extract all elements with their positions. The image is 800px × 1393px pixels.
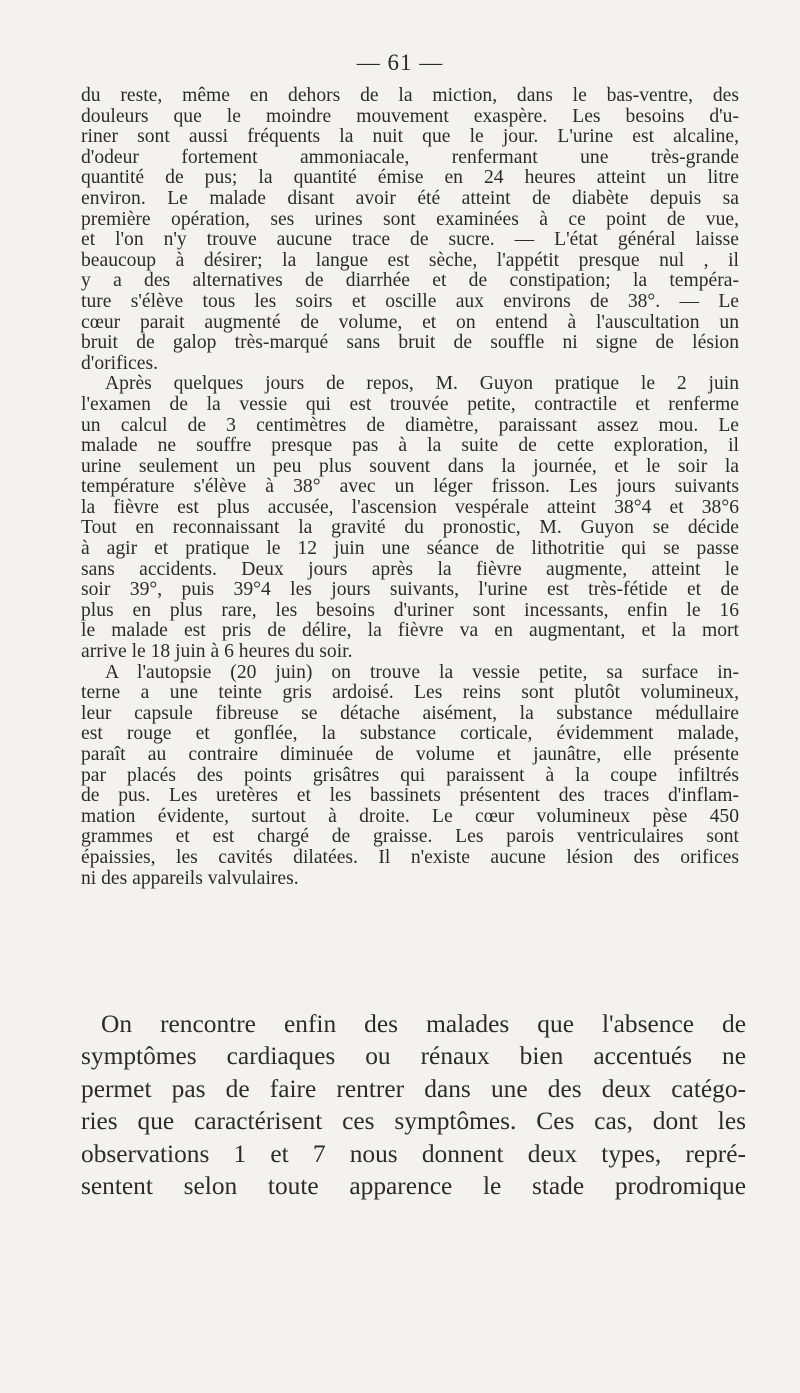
text-line: mation évidente, surtout à droite. Le cœur volumineux pèse 450 [81,806,739,827]
text-line: d'orifices. [81,353,158,374]
text-line: par placés des points grisâtres qui paraissent à la coupe infiltrés [81,765,739,786]
text-line: du reste, même en dehors de la miction, dans le bas-ventre, des [81,86,739,106]
text-line: bruit de galop très-marqué sans bruit de souffle ni signe de lésion [81,333,739,354]
text-line: y a des alternatives de diarrhée et de constipation; la tempéra- [81,271,739,292]
text-line: l'examen de la vessie qui est trouvée petite, contractile et renferme [81,394,739,415]
text-line: et l'on n'y trouve aucune trace de sucre. — L'état général laisse [81,230,739,251]
text-line: sentent selon toute apparence le stade prodromique [81,1171,746,1200]
text-line: terne a une teinte gris ardoisé. Les reins sont plutôt volumineux, [81,683,739,704]
text-line: épaissies, les cavités dilatées. Il n'existe aucune lésion des orifices [81,847,739,868]
text-line: d'odeur fortement ammoniacale, renfermant une très-grande [81,147,739,168]
text-line: première opération, ses urines sont examinées à ce point de vue, [81,209,739,230]
page-number: — 61 — [356,50,444,75]
commentary-paragraph [81,1008,746,1202]
text-line: Après quelques jours de repos, M. Guyon pratique le 2 juin [105,374,739,395]
text-line: observations 1 et 7 nous donnent deux types, repré- [81,1139,746,1168]
text-line: ni des appareils valvulaires. [81,868,299,889]
text-line: le malade est pris de délire, la fièvre va en augmentant, et la mort [81,621,739,642]
text-line: douleurs que le moindre mouvement exaspère. Les besoins d'u- [81,106,739,127]
text-line: est rouge et gonflée, la substance corticale, évidemment malade, [81,724,739,745]
text-line: riner sont aussi fréquents la nuit que le jour. L'urine est alcaline, [81,127,739,148]
text-line: température s'élève à 38° avec un léger frisson. Les jours suivants [81,477,739,498]
text-line: paraît au contraire diminuée de volume et jaunâtre, elle présente [81,745,739,765]
case-observation-text [81,86,739,889]
text-line: leur capsule fibreuse se détache aisément, la substance médullaire [81,703,739,724]
text-line: quantité de pus; la quantité émise en 24 heures atteint un litre [81,168,739,189]
text-line: permet pas de faire rentrer dans une des deux catégo- [81,1074,746,1103]
text-line: la fièvre est plus accusée, l'ascension vespérale atteint 38°4 et 38°6 [81,497,739,518]
text-line: symptômes cardiaques ou rénaux bien accentués ne [81,1042,746,1071]
text-line: beaucoup à désirer; la langue est sèche, l'appétit presque nul , il [81,250,739,271]
text-line: sans accidents. Deux jours après la fièvre augmente, atteint le [81,559,739,580]
text-line: de pus. Les uretères et les bassinets présentent des traces d'inflam- [81,786,739,807]
text-line: cœur parait augmenté de volume, et on entend à l'auscultation un [81,312,739,333]
text-line: A l'autopsie (20 juin) on trouve la vessie petite, sa surface in- [105,662,739,683]
text-line: grammes et est chargé de graisse. Les parois ventriculaires sont [81,827,739,848]
text-line: soir 39°, puis 39°4 les jours suivants, l'urine est très-fétide et de [81,580,739,601]
text-line: On rencontre enfin des malades que l'absence de [101,1010,746,1038]
text-line: un calcul de 3 centimètres de diamètre, paraissant assez mou. Le [81,415,739,436]
text-line: à agir et pratique le 12 juin une séance de lithotritie qui se passe [81,539,739,560]
text-line: ries que caractérisent ces symptômes. Ces cas, dont les [81,1107,746,1136]
text-line: plus en plus rare, les besoins d'uriner sont incessants, enfin le 16 [81,600,739,621]
text-line: environ. Le malade disant avoir été atteint de diabète depuis sa [81,188,739,209]
text-line: malade ne souffre presque pas à la suite de cette exploration, il [81,436,739,457]
text-line: urine seulement un peu plus souvent dans la journée, et le soir la [81,456,739,477]
text-line: ture s'élève tous les soirs et oscille aux environs de 38°. — Le [81,291,739,312]
text-line: Tout en reconnaissant la gravité du pronostic, M. Guyon se décide [81,518,739,539]
text-line: arrive le 18 juin à 6 heures du soir. [81,642,353,663]
